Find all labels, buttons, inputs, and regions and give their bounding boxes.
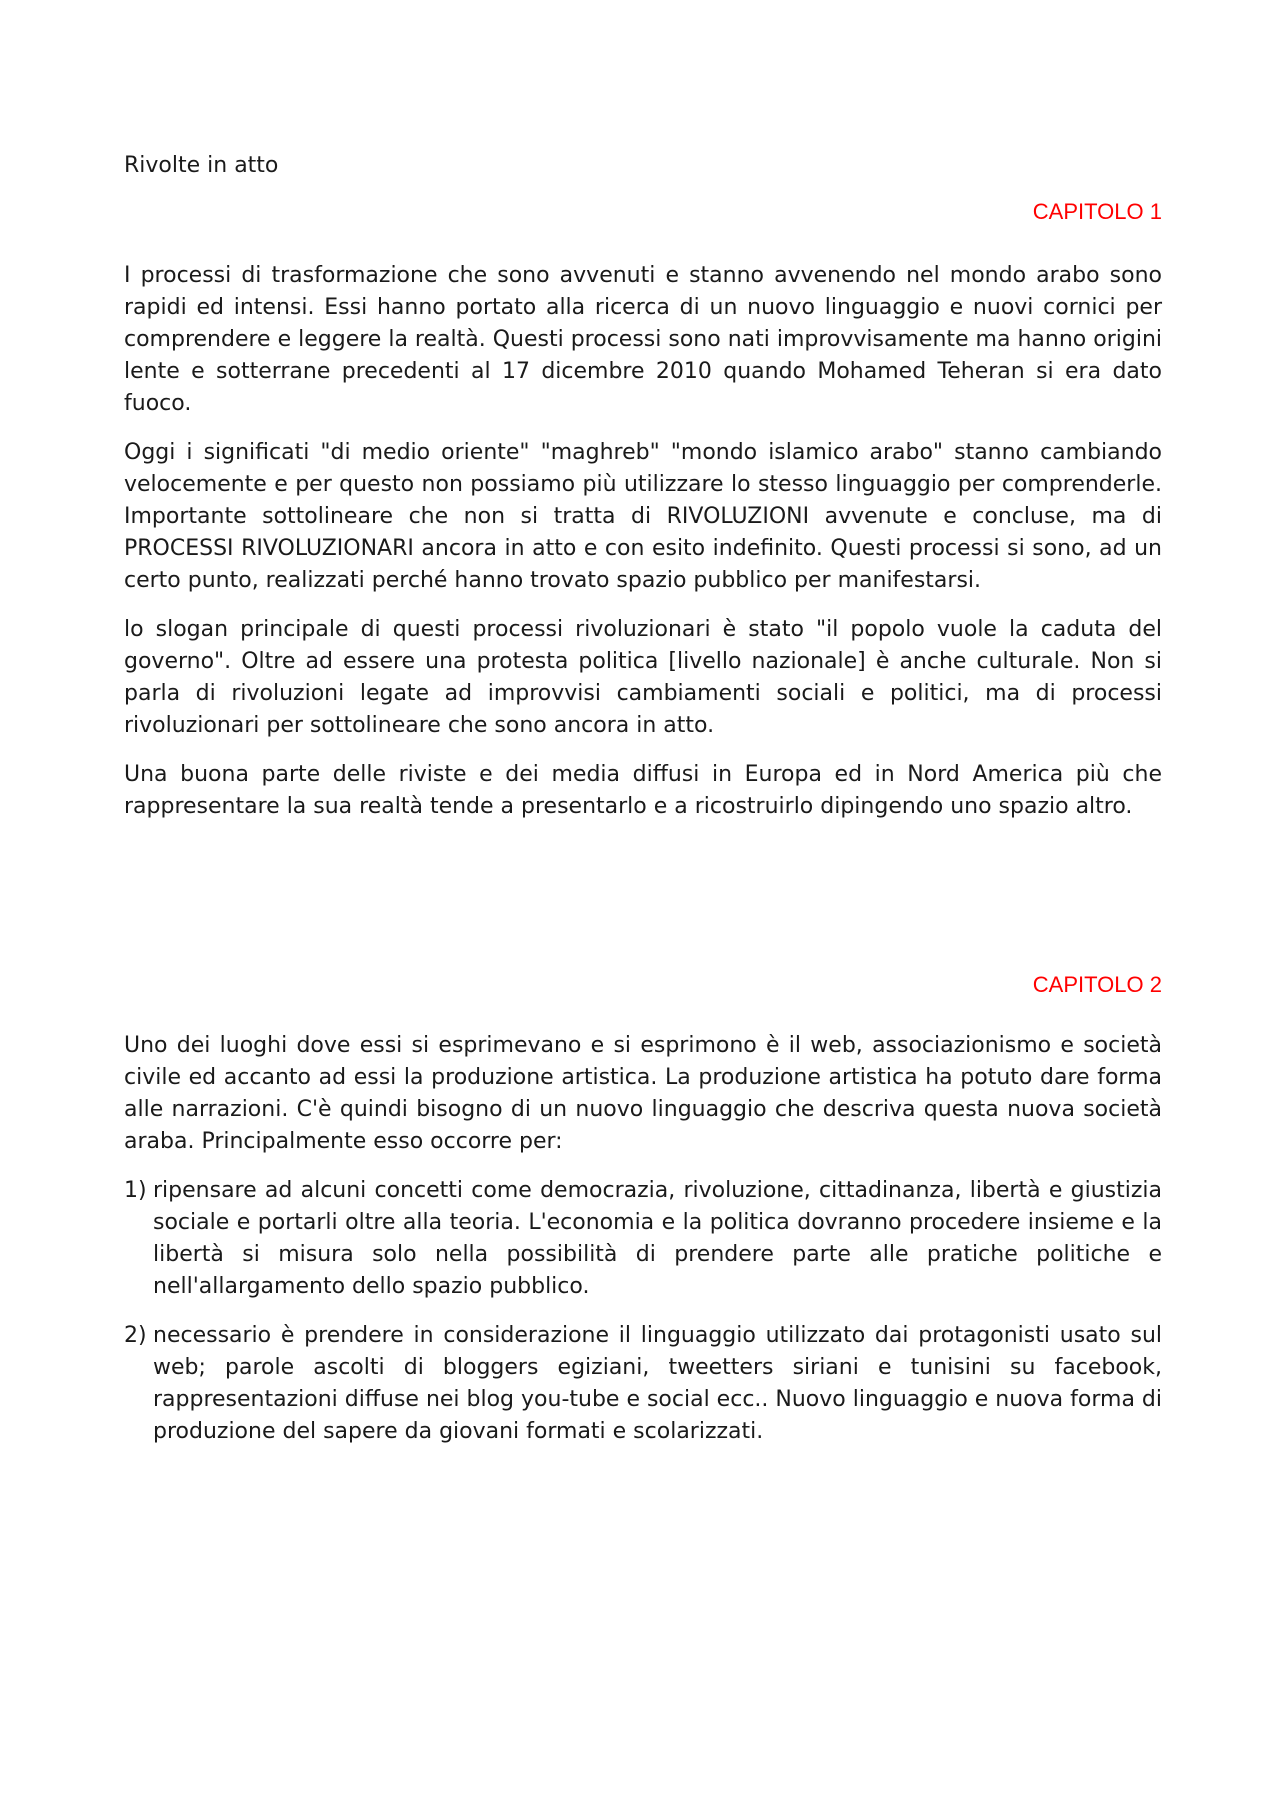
list-item-text: ripensare ad alcuni concetti come democrazia, rivoluzione, cittadinanza, libertà e giustizia sociale e portarli oltre alla teoria. L'economia e la politica dovranno procedere insieme e la libertà si misura solo nella possibilità di prendere parte alle pratiche politiche e nell'allargamento dello spazio pubblico. (153, 1178, 1162, 1299)
list-marker: 1) (124, 1178, 147, 1203)
chapter-2-body (124, 1030, 1162, 1465)
document-title: Rivolte in atto (124, 153, 279, 178)
chapter-1-heading: CAPITOLO 1 (1032, 199, 1162, 224)
list-marker: 2) (124, 1323, 147, 1348)
list-item-text: necessario è prendere in considerazione il linguaggio utilizzato dai protagonisti usato sul web; parole ascolti di bloggers egiziani, tweetters siriani e tunisini su facebook, rappresentazioni diffuse nei blog you-tube e social ecc.. Nuovo linguaggio e nuova forma di produzione del sapere da giovani formati e scolarizzati. (153, 1323, 1162, 1444)
chapter-1-body (124, 260, 1162, 840)
chapter-1-paragraph: Oggi i significati "di medio oriente" "maghreb" "mondo islamico arabo" stanno cambiando velocemente e per questo non possiamo più utilizzare lo stesso linguaggio per comprenderle. Importante sottolineare che non si tratta di RIVOLUZIONI avvenute e concluse, ma di PROCESSI RIVOLUZIONARI ancora in atto e con esito indefinito. Questi processi si sono, ad un certo punto, realizzati perché hanno trovato spazio pubblico per manifestarsi. (124, 440, 1162, 593)
chapter-2-intro: Uno dei luoghi dove essi si esprimevano e si esprimono è il web, associazionismo e società civile ed accanto ad essi la produzione artistica. La produzione artistica ha potuto dare forma alle narrazioni. C'è quindi bisogno di un nuovo linguaggio che descriva questa nuova società araba. Principalmente esso occorre per: (124, 1033, 1162, 1154)
chapter-1-paragraph: lo slogan principale di questi processi rivoluzionari è stato "il popolo vuole la caduta del governo". Oltre ad essere una protesta politica [livello nazionale] è anche culturale. Non si parla di rivoluzioni legate ad improvvisi cambiamenti sociali e politici, ma di processi rivoluzionari per sottolineare che sono ancora in atto. (124, 617, 1162, 738)
numbered-list-item (124, 1320, 1162, 1448)
chapter-2-heading: CAPITOLO 2 (1032, 972, 1162, 997)
chapter-1-paragraph: I processi di trasformazione che sono avvenuti e stanno avvenendo nel mondo arabo sono rapidi ed intensi. Essi hanno portato alla ricerca di un nuovo linguaggio e nuovi cornici per comprendere e leggere la realtà. Questi processi sono nati improvvisamente ma hanno origini lente e sotterrane precedenti al 17 dicembre 2010 quando Mohamed Teheran si era dato fuoco. (124, 263, 1162, 416)
chapter-1-paragraph: Una buona parte delle riviste e dei media diffusi in Europa ed in Nord America più che rappresentare la sua realtà tende a presentarlo e a ricostruirlo dipingendo uno spazio altro. (124, 762, 1162, 819)
numbered-list-item (124, 1175, 1162, 1303)
